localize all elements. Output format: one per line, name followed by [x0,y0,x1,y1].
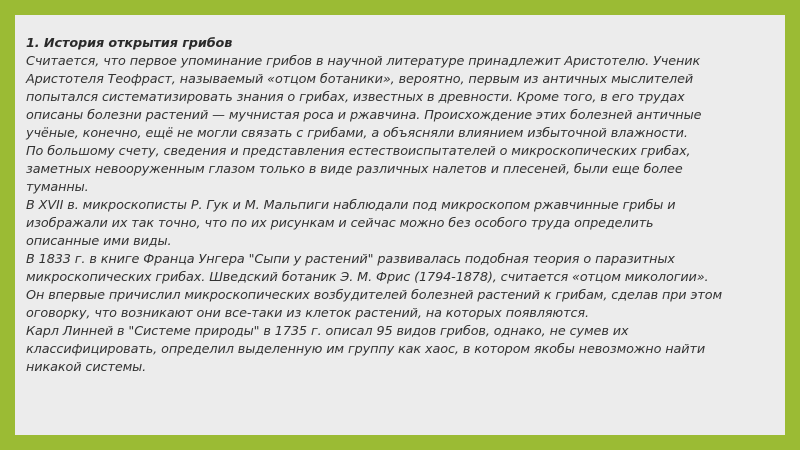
text-line: описанные ими виды. [26,234,172,249]
content-panel [15,15,785,435]
text-line: Аристотеля Теофраст, называемый «отцом ботаники», вероятно, первым из античных мыслителей [26,72,694,87]
text-line: классифицировать, определил выделенную им группу как хаос, в котором якобы невозможно найти [26,342,706,357]
text-line: оговорку, что возникают они все-таки из клеток растений, на которых появляются. [26,306,589,321]
text-line: Считается, что первое упоминание грибов в научной литературе принадлежит Аристотелю. Ученик [26,54,701,69]
text-line: В 1833 г. в книге Франца Унгера "Сыпи у растений" развивалась подобная теория о паразитных [26,252,675,267]
text-line: микроскопических грибах. Шведский ботаник Э. М. Фрис (1794-1878), считается «отцом микологии». [26,270,709,285]
text-line: изображали их так точно, что по их рисункам и сейчас можно без особого труда определить [26,216,654,231]
text-line: По большому счету, сведения и представления естествоиспытателей о микроскопических грибах, [26,144,691,159]
text-line: никакой системы. [26,360,147,375]
text-line: учёные, конечно, ещё не могли связать с грибами, а объясняли влиянием избыточной влажности. [26,126,688,141]
text-line: туманны. [26,180,89,195]
text-line: Он впервые причислил микроскопических возбудителей болезней растений к грибам, сделав при этом [26,288,723,303]
text-block [26,35,775,377]
text-line: В XVII в. микроскописты Р. Гук и М. Мальпиги наблюдали под микроскопом ржавчинные грибы и [26,198,676,213]
section-heading: 1. История открытия грибов [26,36,233,51]
text-line: заметных невооруженным глазом только в виде различных налетов и плесеней, были еще более [26,162,683,177]
text-line: описаны болезни растений — мучнистая роса и ржавчина. Происхождение этих болезней античные [26,108,702,123]
text-line: Карл Линней в "Системе природы" в 1735 г. описал 95 видов грибов, однако, не сумев их [26,324,629,339]
text-line: попытался систематизировать знания о грибах, известных в древности. Кроме того, в его трудах [26,90,685,105]
